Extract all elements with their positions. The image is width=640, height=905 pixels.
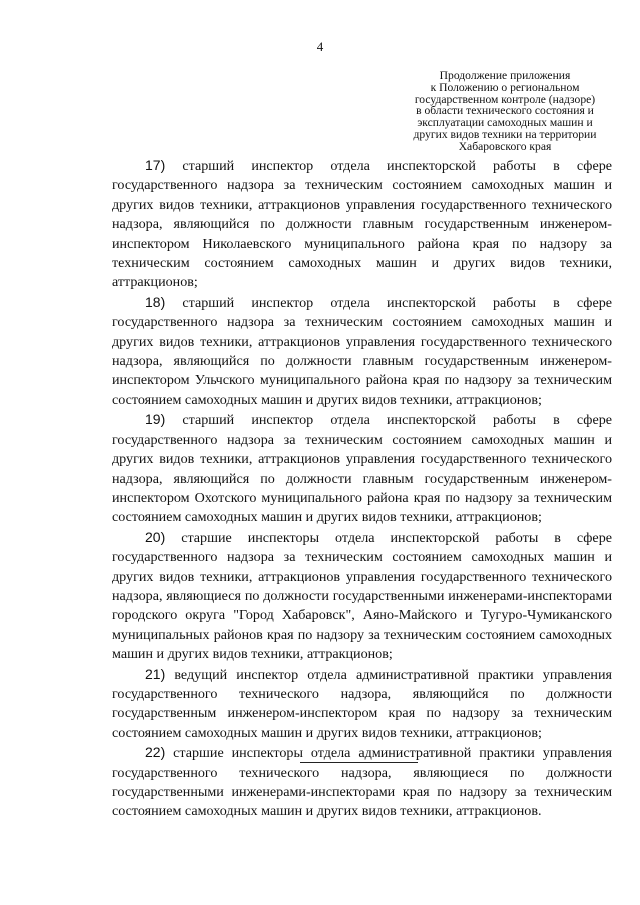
header-line: эксплуатации самоходных машин и — [417, 116, 593, 130]
item-text: старший инспектор отдела инспекторской работы в сфере государственного надзора за техническим состоянием самоходных машин и других видов техники, аттракционов управления государственного технического надзора, являющийся по должности главным государственным инженером-инспектором Николаевского муниципального района края по надзору за техническим состоянием самоходных машин и других видов техники, аттракционов; — [112, 158, 612, 291]
list-item-22 — [112, 743, 612, 822]
header-line: к Положению о региональном — [430, 80, 580, 94]
list-item-19 — [112, 410, 612, 527]
item-number: 20) — [145, 528, 166, 545]
item-text: старшие инспекторы отдела инспекторской работы в сфере государственного надзора за техническим состоянием самоходных машин и других видов техники, аттракционов управления государственного технического надзора, являющиеся по должности государственными инженерами-инспекторами городского округа "Город Хабаровск", Аяно-Майского и Тугуро-Чумиканского муниципальных районов края по надзору за техническим состоянием самоходных машин и других видов техники, аттракционов; — [112, 529, 612, 663]
page-number: 4 — [316, 39, 324, 54]
header-line: Продолжение приложения — [439, 69, 571, 82]
header-line: государственном контроле (надзоре) — [414, 92, 596, 106]
item-text: старший инспектор отдела инспекторской работы в сфере государственного надзора за техническим состоянием самоходных машин и других видов техники, аттракционов управления государственного технического надзора, являющийся по должности главным государственным инженером-инспектором Ульчского муниципального района края по надзору за техническим состоянием самоходных машин и других видов техники, аттракционов; — [112, 294, 612, 408]
item-text: старший инспектор отдела инспекторской работы в сфере государственного надзора за техническим состоянием самоходных машин и других видов техники, аттракционов управления государственного технического надзора, являющийся по должности главным государственным инженером-инспектором Охотского муниципального района края по надзору за техническим состоянием самоходных машин и других видов техники, аттракционов; — [112, 412, 612, 526]
item-text: старшие инспекторы отдела административной практики управления государственного технического надзора, являющиеся по должности государственными инженерами-инспекторами края по надзору за техническим состоянием самоходных машин и других видов техники, аттракционов. — [112, 745, 612, 820]
item-text: ведущий инспектор отдела административной практики управления государственного технического надзора, являющийся по должности государственным инженером-инспектором края по надзору за техническим состоянием самоходных машин и других видов техники, аттракционов; — [112, 666, 612, 741]
item-number: 21) — [145, 665, 166, 682]
header-line: Хабаровского края — [458, 139, 552, 153]
header-line: других видов техники на территории — [413, 127, 597, 141]
list-item-21 — [112, 665, 612, 744]
end-separator-line — [300, 762, 418, 763]
appendix-header — [390, 70, 620, 153]
item-number: 17) — [145, 157, 166, 173]
document-body — [112, 156, 612, 822]
header-line: в области технического состояния и — [416, 104, 594, 118]
list-item-17 — [112, 156, 612, 293]
item-number: 22) — [145, 744, 166, 761]
item-number: 19) — [145, 411, 166, 428]
item-number: 18) — [145, 293, 166, 310]
list-item-18 — [112, 293, 612, 410]
list-item-20 — [112, 528, 612, 665]
